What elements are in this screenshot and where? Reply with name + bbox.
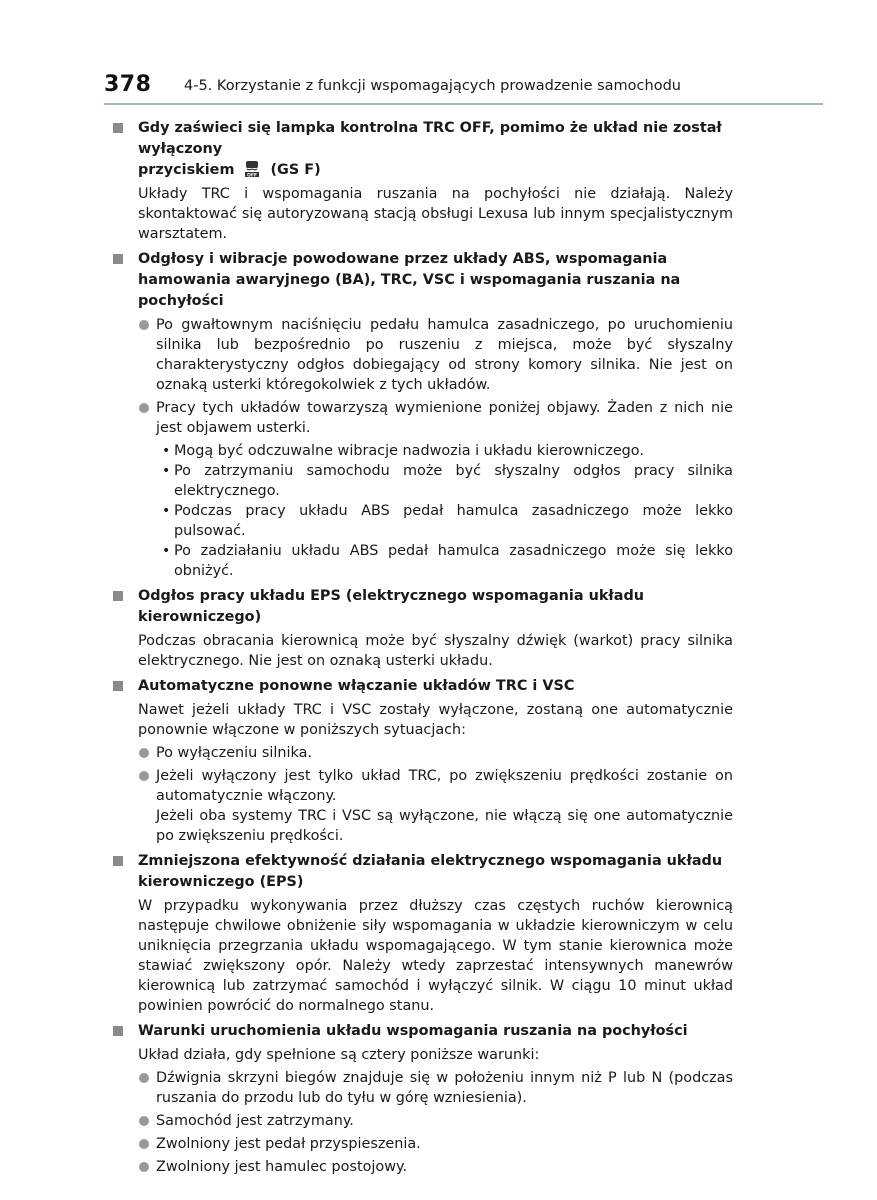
- round-bullet-icon: [139, 1139, 149, 1149]
- square-bullet-icon: [113, 681, 123, 691]
- list-item: Po gwałtownym naciśnięciu pedału hamulca zasadniczego, po uruchomieniu silnika lub bezpośrednio po ruszeniu z miejsca, może być słyszalny charakterystyczny odgłos dobiegający od strony komory silnika. Nie jest on oznaką usterki któregokolwiek z tych układów.: [113, 315, 733, 395]
- small-dot-icon: •: [162, 443, 171, 459]
- section-body: W przypadku wykonywania przez dłuższy czas częstych ruchów kierownicą następuje chwilowe obniżenie siły wspomagania w układzie kierowniczym w celu uniknięcia przegrzania układu wspomagającego. W tym stanie kierownica może stawiać zwiększony opór. Należy wtedy zaprzestać intensywnych manewrów kierownicą lub zatrzymać samochód i wyłączyć silnik. W ciągu 10 minut układ powinien powrócić do normalnego stanu.: [138, 898, 733, 1014]
- sub-list-item: • Podczas pracy układu ABS pedał hamulca zasadniczego może lekko pulsować.: [162, 503, 733, 539]
- section-title: Automatyczne ponowne włączanie układów TRC i VSC: [113, 676, 733, 697]
- page-header: [104, 72, 824, 102]
- section-body: Nawet jeżeli układy TRC i VSC zostały wyłączone, zostaną one automatycznie ponownie włączone w poniższych sytuacjach:: [138, 702, 733, 738]
- list-item: Dźwignia skrzyni biegów znajduje się w położeniu innym niż P lub N (podczas ruszania do przodu lub do tyłu w górę wzniesienia).: [113, 1068, 733, 1108]
- section-abs-noises: [113, 249, 733, 581]
- page-content: [113, 118, 733, 1182]
- list-item-continuation: Jeżeli oba systemy TRC i VSC są wyłączone, nie włączą się one automatycznie po zwiększeniu prędkości.: [156, 808, 733, 844]
- section-eps-noise: [113, 586, 733, 671]
- chapter-title: 4-5. Korzystanie z funkcji wspomagających prowadzenie samochodu: [184, 78, 681, 94]
- trc-off-icon: [243, 160, 261, 178]
- section-title: Gdy zaświeci się lampka kontrolna TRC OFF, pomimo że układ nie został wyłączony przyciskiem OFF (GS F): [113, 118, 733, 181]
- header-rule: [104, 103, 823, 105]
- list-item: Jeżeli wyłączony jest tylko układ TRC, po zwiększeniu prędkości zostanie on automatycznie włączony.: [113, 766, 733, 806]
- square-bullet-icon: [113, 1026, 123, 1036]
- square-bullet-icon: [113, 591, 123, 601]
- section-trc-off-lamp: [113, 118, 733, 244]
- section-hill-start-conditions: [113, 1021, 733, 1177]
- section-title: Warunki uruchomienia układu wspomagania ruszania na pochyłości: [113, 1021, 733, 1042]
- section-body: Podczas obracania kierownicą może być słyszalny dźwięk (warkot) pracy silnika elektrycznego. Nie jest on oznaką usterki układu.: [138, 633, 733, 669]
- sub-list-item: • Po zatrzymaniu samochodu może być słyszalny odgłos pracy silnika elektrycznego.: [162, 463, 733, 499]
- list-item: Zwolniony jest pedał przyspieszenia.: [113, 1134, 733, 1154]
- small-dot-icon: •: [162, 463, 171, 479]
- round-bullet-icon: [139, 1073, 149, 1083]
- square-bullet-icon: [113, 254, 123, 264]
- round-bullet-icon: [139, 771, 149, 781]
- section-eps-reduced: [113, 851, 733, 1016]
- list-item: Samochód jest zatrzymany.: [113, 1111, 733, 1131]
- round-bullet-icon: [139, 320, 149, 330]
- small-dot-icon: •: [162, 543, 171, 559]
- list-item: Pracy tych układów towarzyszą wymienione poniżej objawy. Żaden z nich nie jest objawem usterki.: [113, 398, 733, 438]
- round-bullet-icon: [139, 1162, 149, 1172]
- round-bullet-icon: [139, 748, 149, 758]
- svg-text:OFF: OFF: [247, 173, 258, 178]
- section-body: Układ działa, gdy spełnione są cztery poniższe warunki:: [138, 1047, 540, 1063]
- section-title: Odgłosy i wibracje powodowane przez układy ABS, wspomagania hamowania awaryjnego (BA), TRC, VSC i wspomagania ruszania na pochyłości: [113, 249, 733, 312]
- round-bullet-icon: [139, 403, 149, 413]
- square-bullet-icon: [113, 123, 123, 133]
- list-item: Zwolniony jest hamulec postojowy.: [113, 1157, 733, 1177]
- sub-list-item: • Mogą być odczuwalne wibracje nadwozia i układu kierowniczego.: [162, 443, 644, 459]
- section-title: Odgłos pracy układu EPS (elektrycznego wspomagania układu kierowniczego): [113, 586, 733, 628]
- list-item: Po wyłączeniu silnika.: [113, 743, 733, 763]
- round-bullet-icon: [139, 1116, 149, 1126]
- section-body: Układy TRC i wspomagania ruszania na pochyłości nie działają. Należy skontaktować się autoryzowaną stacją obsługi Lexusa lub innym specjalistycznym warsztatem.: [138, 186, 733, 242]
- square-bullet-icon: [113, 856, 123, 866]
- sub-list-item: • Po zadziałaniu układu ABS pedał hamulca zasadniczego może się lekko obniżyć.: [162, 543, 733, 579]
- small-dot-icon: •: [162, 503, 171, 519]
- section-title: Zmniejszona efektywność działania elektrycznego wspomagania układu kierowniczego (EPS): [113, 851, 733, 893]
- page-number: 378: [104, 72, 152, 97]
- section-auto-reactivation: [113, 676, 733, 846]
